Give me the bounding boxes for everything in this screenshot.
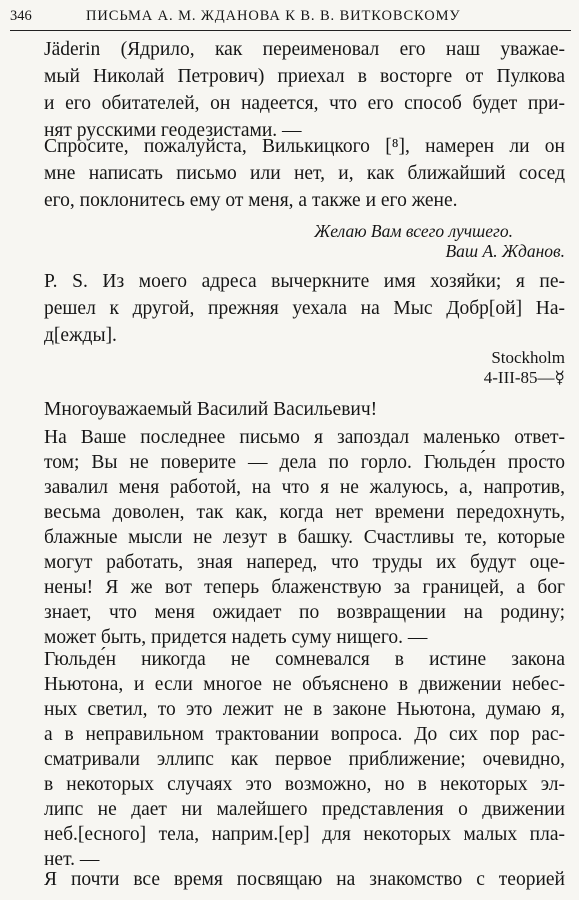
postscript-line: решел к другой, прежняя уехала на Мыс Добр[ой] На- bbox=[44, 298, 565, 319]
text-line: нят русскими геодезистами. — bbox=[44, 120, 302, 141]
text-line: сматривали эллипс как первое приближение; очевидно, bbox=[44, 749, 565, 770]
text-line: блажные мысли не лезут в башку. Счастливы те, которые bbox=[44, 527, 565, 548]
text-line: мне написать письмо или нет, и, как ближайший сосед bbox=[44, 163, 565, 184]
text-line: весьма доволен, так как, когда нет времени передохнуть, bbox=[44, 502, 565, 523]
salutation: Многоуважаемый Василий Васильевич! bbox=[44, 399, 378, 420]
postscript-line: д[ежды]. bbox=[44, 325, 117, 346]
text-line: нет. — bbox=[44, 849, 100, 870]
text-line: завалил меня работой, на что я не жалуюсь, а, напротив, bbox=[44, 477, 565, 498]
text-line: том; Вы не поверите — дела по горло. Гюльде́н просто bbox=[44, 452, 565, 473]
signature: Ваш А. Жданов. bbox=[445, 241, 565, 261]
text-line: Спросите, пожалуйста, Вилькицкого [⁸], намерен ли он bbox=[44, 136, 565, 157]
text-line: а в неправильном трактовании вопроса. До сих пор рас- bbox=[44, 724, 565, 745]
text-line: липс не дает ни малейшего представления о движении bbox=[44, 799, 565, 820]
text-line: знает, что меня ожидает по возвращении на родину; bbox=[44, 602, 565, 623]
text-line: и его обитателей, он надеется, что его способ будет при- bbox=[44, 93, 565, 114]
running-header bbox=[10, 6, 571, 31]
closing-wish: Желаю Вам всего лучшего. bbox=[314, 221, 513, 241]
dateline-date: 4-III-85—☿ bbox=[483, 368, 565, 387]
text-line: На Ваше последнее письмо я запоздал маленько ответ- bbox=[44, 427, 565, 448]
text-line: неб.[есного] тела, наприм.[ер] для некоторых малых пла- bbox=[44, 824, 565, 845]
text-line: его, поклонитесь ему от меня, а также и его жене. bbox=[44, 190, 458, 211]
text-line: нены! Я же вот теперь блаженствую за границей, а бог bbox=[44, 577, 565, 598]
page-number: 346 bbox=[10, 8, 32, 24]
text-line: Ньютона, и если многое не объяснено в движении небес- bbox=[44, 674, 565, 695]
text-line: Я почти все время посвящаю на знакомство с теорией bbox=[44, 869, 565, 890]
text-line: Гюльде́н никогда не сомневался в истине закона bbox=[44, 649, 565, 670]
text-line: мый Николай Петрович) приехал в восторге от Пулкова bbox=[44, 66, 565, 87]
postscript-line: P. S. Из моего адреса вычеркните имя хозяйки; я пе- bbox=[44, 271, 565, 292]
text-line: Jäderin (Ядрило, как переименовал его наш уважае- bbox=[44, 39, 565, 60]
text-line: могут работать, зная наперед, что труды их будут оце- bbox=[44, 552, 565, 573]
dateline-place: Stockholm bbox=[491, 348, 565, 367]
running-title: ПИСЬМА А. М. ЖДАНОВА К В. В. ВИТКОВСКОМУ bbox=[86, 8, 461, 24]
text-line: может быть, придется надеть суму нищего. — bbox=[44, 627, 428, 648]
text-line: ных светил, то это лежит не в законе Ньютона, думаю я, bbox=[44, 699, 565, 720]
text-line: в некоторых случаях это возможно, но в некоторых эл- bbox=[44, 774, 565, 795]
